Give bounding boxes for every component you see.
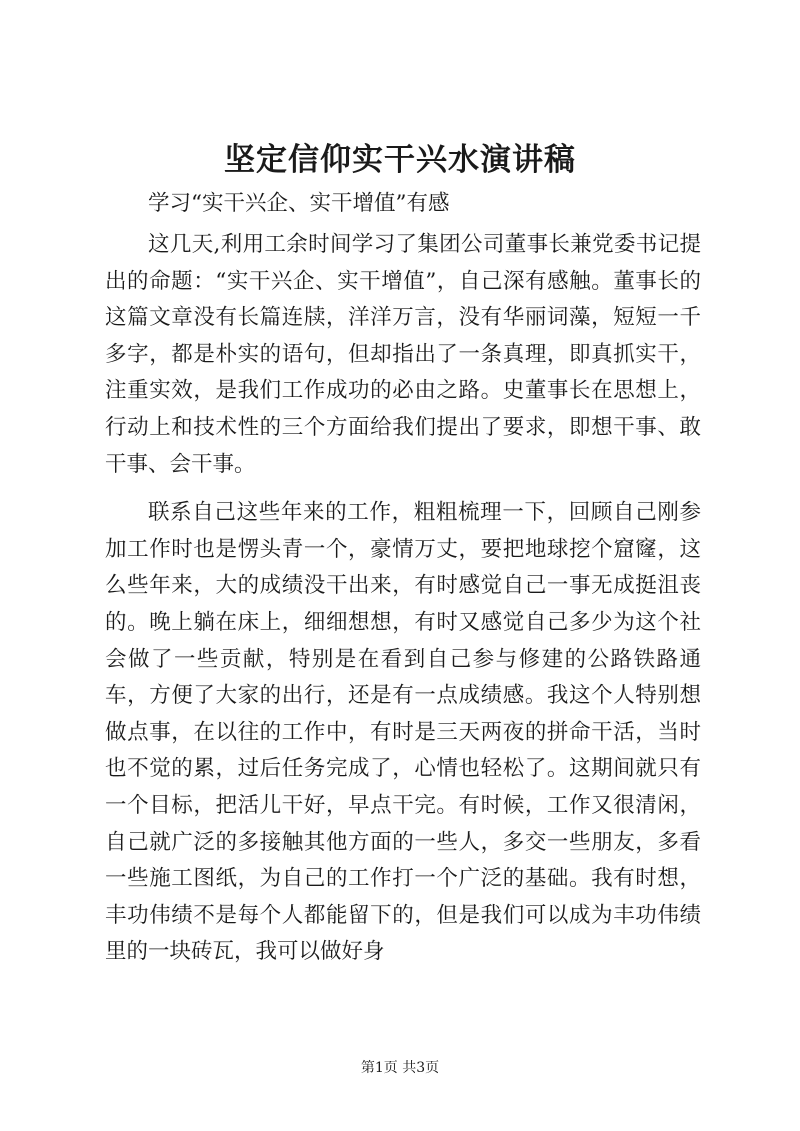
- page-footer: 第1页 共3页: [360, 1060, 440, 1076]
- document-title: 坚定信仰实干兴水演讲稿: [224, 142, 576, 178]
- body-paragraph-1: 这几天,利用工余时间学习了集团公司董事长兼党委书记提出的命题：“实干兴企、实干增值”，自己深有感触。董事长的这篇文章没有长篇连牍，洋洋万言，没有华丽词藻，短短一千多字，都是朴实的语句，但却指出了一条真理，即真抓实干，注重实效，是我们工作成功的必由之路。史董事长在思想上，行动上和技术性的三个方面给我们提出了要求，即想干事、敢干事、会干事。: [105, 232, 701, 477]
- body-paragraph-2: 联系自己这些年来的工作，粗粗梳理一下，回顾自己刚参加工作时也是愣头青一个，豪情万丈，要把地球挖个窟窿，这么些年来，大的成绩没干出来，有时感觉自己一事无成挺沮丧的。晚上躺在床上，细细想想，有时又感觉自己多少为这个社会做了一些贡献，特别是在看到自己参与修建的公路铁路通车，方便了大家的出行，还是有一点成绩感。我这个人特别想做点事，在以往的工作中，有时是三天两夜的拼命干活，当时也不觉的累，过后任务完成了，心情也轻松了。这期间就只有一个目标，把活儿干好，早点干完。有时候，工作又很清闲，自己就广泛的多接触其他方面的一些人，多交一些朋友，多看一些施工图纸，为自己的工作打一个广泛的基础。我有时想，丰功伟绩不是每个人都能留下的，但是我们可以成为丰功伟绩里的一块砖瓦，我可以做好身: [105, 500, 701, 965]
- document-subtitle: 学习“实干兴企、实干增值”有感: [148, 191, 450, 216]
- document-body: [105, 227, 701, 983]
